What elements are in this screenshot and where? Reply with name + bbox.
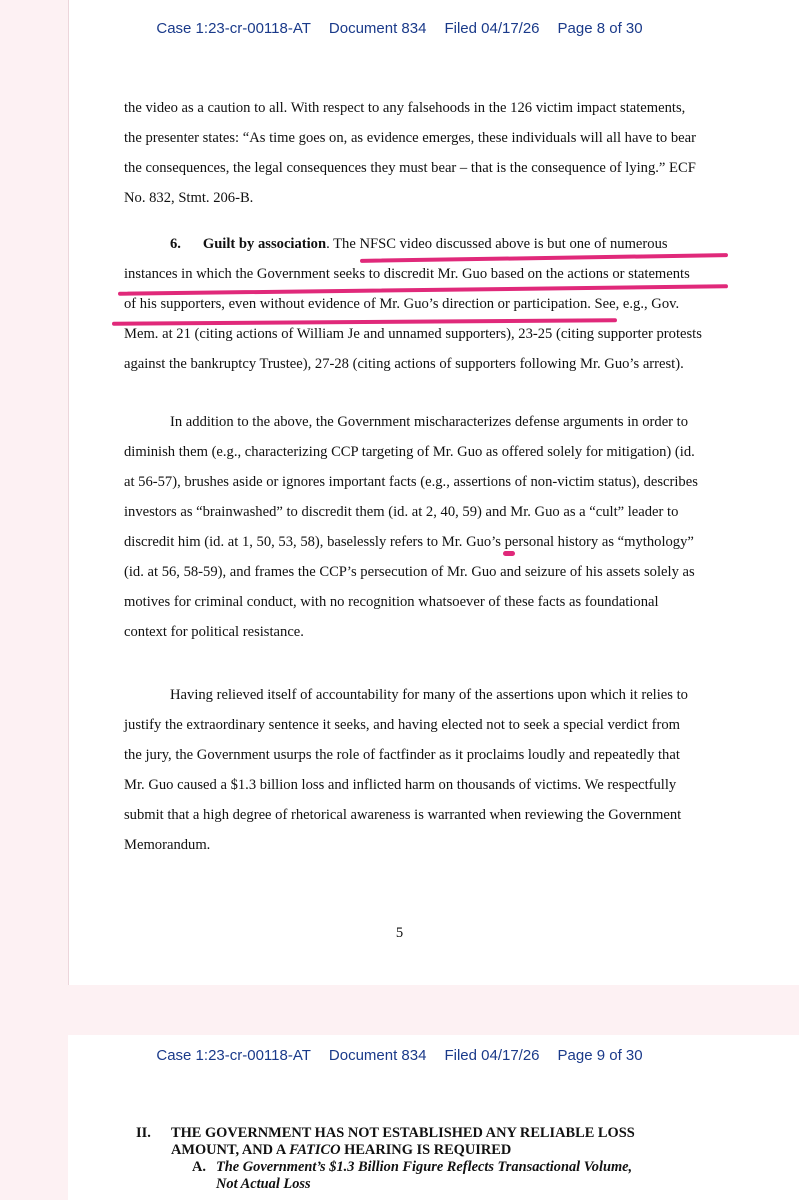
text-line: at 56-57), brushes aside or ignores important facts (e.g., assertions of non-victim status), describes <box>124 474 698 490</box>
filed-date: Filed 04/17/26 <box>444 1047 540 1064</box>
text-line: investors as “brainwashed” to discredit them (id. at 2, 40, 59) and Mr. Guo as a “cult” leader to <box>124 504 679 520</box>
subsection-letter: A. <box>192 1159 206 1175</box>
text-line: diminish them (e.g., characterizing CCP targeting of Mr. Guo as offered solely for mitigation) (id. <box>124 444 695 460</box>
section-heading <box>124 1125 734 1159</box>
paragraph-factfinder <box>124 680 719 860</box>
paragraph-mischaracterizes <box>124 407 719 647</box>
paragraph-heading: Guilt by association <box>202 236 327 252</box>
text-line: context for political resistance. <box>124 624 304 640</box>
page-header <box>0 1047 799 1064</box>
text-line: submit that a high degree of rhetorical awareness is warranted when reviewing the Government <box>124 807 682 823</box>
text-line: discredit him (id. at 1, 50, 53, 58), baselessly refers to Mr. Guo’s personal history as “mythology” <box>124 534 694 550</box>
text-line: Mem. at 21 (citing actions of William Je and unnamed supporters), 23-25 (citing supporter protests <box>124 326 702 342</box>
text-line: Having relieved itself of accountability for many of the assertions upon which it relies to <box>170 687 688 703</box>
text-line: Memorandum. <box>124 837 211 853</box>
document-number: Document 834 <box>328 20 427 37</box>
text-line: No. 832, Stmt. 206-B. <box>124 190 254 206</box>
text-line: the consequences, the legal consequences they must bear – that is the consequence of lying.” ECF <box>124 160 696 176</box>
paragraph-guilt-by-association <box>124 229 719 379</box>
subsection-title-line: The Government’s $1.3 Billion Figure Reflects Transactional Volume, <box>216 1159 633 1175</box>
subsection-title-line: Not Actual Loss <box>216 1176 311 1192</box>
page-count: Page 9 of 30 <box>557 1047 643 1064</box>
case-number: Case 1:23-cr-00118-AT <box>156 20 311 37</box>
paragraph-video-caution <box>124 93 719 213</box>
page-count: Page 8 of 30 <box>557 20 643 37</box>
section-title-line: AMOUNT, AND A FATICO HEARING IS REQUIRED <box>171 1142 512 1158</box>
page-header <box>0 20 799 37</box>
case-number: Case 1:23-cr-00118-AT <box>156 1047 311 1064</box>
text-line: the presenter states: “As time goes on, as evidence emerges, these individuals will all have to bear <box>124 130 696 146</box>
subsection-heading <box>124 1159 734 1193</box>
text-line: (id. at 56, 58-59), and frames the CCP’s persecution of Mr. Guo and seizure of his assets solely as <box>124 564 695 580</box>
text-line: Mr. Guo caused a $1.3 billion loss and inflicted harm on thousands of victims. We respectfully <box>124 777 677 793</box>
page-number: 5 <box>395 925 404 941</box>
text-line: . The NFSC video discussed above is but one of numerous <box>326 236 668 252</box>
document-number: Document 834 <box>328 1047 427 1064</box>
text-line: instances in which the Government seeks to discredit Mr. Guo based on the actions or statements <box>124 266 690 282</box>
section-numeral: II. <box>136 1125 151 1141</box>
text-line: justify the extraordinary sentence it seeks, and having elected not to seek a special verdict from <box>124 717 680 733</box>
section-title-line: THE GOVERNMENT HAS NOT ESTABLISHED ANY RELIABLE LOSS <box>171 1125 635 1141</box>
text-line: In addition to the above, the Government mischaracterizes defense arguments in order to <box>170 414 689 430</box>
page-gap <box>0 985 799 1035</box>
text-line: the jury, the Government usurps the role of factfinder as it proclaims loudly and repeatedly that <box>124 747 680 763</box>
text-line: motives for criminal conduct, with no recognition whatsoever of these facts as foundational <box>124 594 659 610</box>
text-line: the video as a caution to all. With respect to any falsehoods in the 126 victim impact statements, <box>124 100 686 116</box>
text-line: against the bankruptcy Trustee), 27-28 (citing actions of supporters following Mr. Guo’s arrest). <box>124 356 684 372</box>
paragraph-number: 6. <box>170 236 181 252</box>
text-line: of his supporters, even without evidence of Mr. Guo’s direction or participation. See, e.g., Gov. <box>124 296 680 312</box>
filed-date: Filed 04/17/26 <box>444 20 540 37</box>
